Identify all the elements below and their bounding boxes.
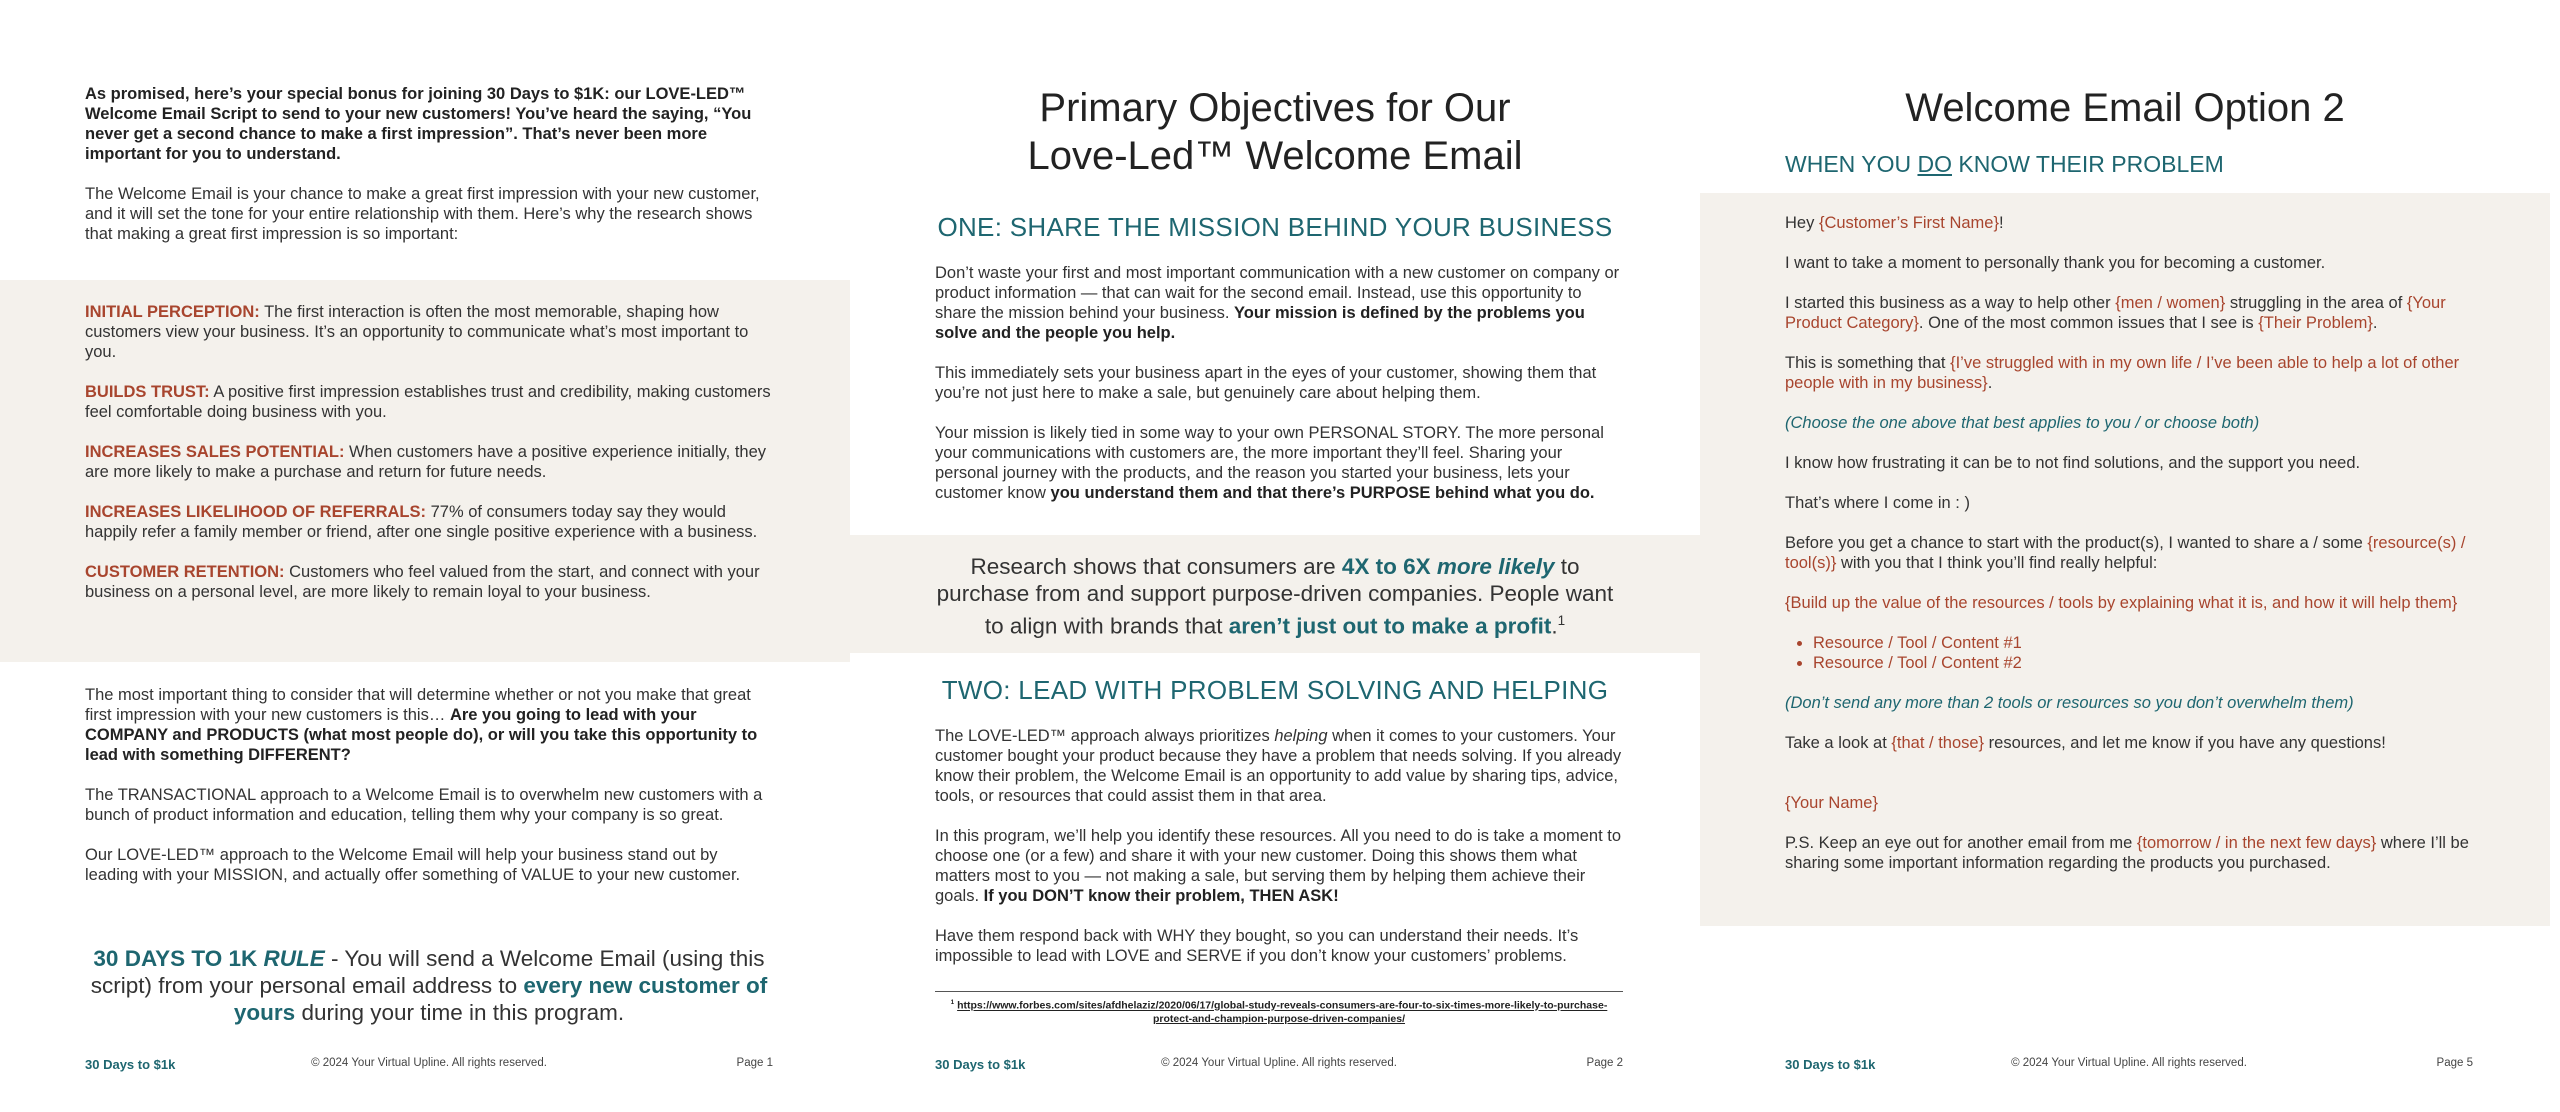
quote-period: .: [1551, 613, 1558, 639]
point-retention: [85, 562, 773, 602]
program-rule: [85, 945, 773, 1026]
mission-paragraph-2: This immediately sets your business apart in the eyes of your customer, showing them that you’re not just here to make a sale, but genuinely care about helping them.: [935, 364, 1597, 402]
email-text: resources, and let me know if you have any questions!: [1984, 734, 2386, 752]
mission-bold: Your mission is defined by the problems you solve and the people you help.: [935, 304, 1585, 342]
footnote-link[interactable]: https://www.forbes.com/sites/afdhelaziz/2020/06/17/global-study-reveals-consumers-are-four-to-six-times-more-likely-to-purchase-protect-and-champion-purpose-driven-companies/: [957, 999, 1608, 1025]
email-line-build-value: {Build up the value of the resources / tools by explaining what it is, and how it will help them}: [1785, 594, 2458, 612]
footer-page-number: Page 2: [1586, 1057, 1623, 1069]
point-heading: BUILDS TRUST:: [85, 383, 210, 401]
problem-paragraph-3: Have them respond back with WHY they bought, so you can understand their needs. It’s impossible to lead with LOVE and SERVE if you don’t know your customers’ problems.: [935, 927, 1579, 965]
mission-paragraph-1: [935, 263, 1623, 343]
email-text: struggling in the area of: [2225, 294, 2407, 312]
email-line-take-look: [1785, 733, 2473, 753]
problem-text: The LOVE-LED™ approach always prioritizes: [935, 727, 1275, 745]
page-footer: [1785, 1057, 2473, 1073]
mission-text: Don’t waste your first and most important communication with a new customer on company or product information — that can wait for the second email. Instead, use this opportunity to share the mission behind your business.: [935, 264, 1620, 322]
point-heading: CUSTOMER RETENTION:: [85, 563, 285, 581]
subtitle-text: KNOW THEIR PROBLEM: [1951, 151, 2224, 177]
email-line-frustration: I know how frustrating it can be to not find solutions, and the support you need.: [1785, 454, 2361, 472]
footer-copyright: © 2024 Your Virtual Upline. All rights reserved.: [2011, 1057, 2247, 1069]
footer-page-number: Page 1: [736, 1057, 773, 1069]
email-signature: {Your Name}: [1785, 794, 1878, 812]
problem-italic: helping: [1274, 727, 1328, 745]
placeholder: {that / those}: [1891, 734, 1985, 752]
impression-points: [85, 302, 773, 622]
point-initial-perception: [85, 302, 773, 362]
title-line-1: Primary Objectives for Our: [1039, 86, 1511, 130]
email-text: .: [2372, 314, 2378, 332]
problem-solving-section: [935, 726, 1623, 966]
point-heading: INITIAL PERCEPTION:: [85, 303, 260, 321]
email-greeting: [1785, 213, 2473, 233]
rule-emphasis: every new customer of yours: [233, 973, 768, 1025]
email-line-story: [1785, 293, 2473, 333]
point-builds-trust: [85, 382, 773, 422]
footer-page-number: Page 5: [2436, 1057, 2473, 1069]
approach-question-lead: The most important thing to consider that will determine whether or not you make that great first impression with your new customers is this…: [85, 686, 751, 724]
email-line-resources: [1785, 533, 2473, 573]
love-led-paragraph: Our LOVE-LED™ approach to the Welcome Email will help your business stand out by leading with your MISSION, and actually offer something of VALUE to your new customer.: [85, 846, 741, 884]
page-title: Welcome Email Option 2: [1905, 86, 2345, 130]
email-text: P.S. Keep an eye out for another email from me: [1785, 834, 2137, 852]
quote-text: to purchase from and support purpose-driven companies. People want to align with brands that: [936, 554, 1614, 639]
email-text: with you that I think you’ll find really helpful:: [1836, 554, 2158, 572]
email-line-struggle: [1785, 353, 2473, 393]
footnote: [935, 996, 1623, 1026]
email-text: Hey: [1785, 214, 1819, 232]
point-text: A positive first impression establishes trust and credibility, making customers feel comfortable doing business with you.: [85, 383, 771, 421]
rule-label: 30 DAYS TO 1K: [93, 946, 264, 971]
footnote-number: 1: [950, 999, 955, 1006]
email-line-thanks: I want to take a moment to personally thank you for becoming a customer.: [1785, 254, 2326, 272]
rule-text-end: during your time in this program.: [295, 1000, 625, 1025]
quote-emphasis: 4X to 6X: [1341, 554, 1437, 579]
title-line-2: Love-Led™ Welcome Email: [1027, 134, 1523, 178]
footer-copyright: © 2024 Your Virtual Upline. All rights reserved.: [311, 1057, 547, 1069]
point-text: 77% of consumers today say they would happily refer a family member or friend, after one single positive experience with a business.: [85, 503, 758, 541]
problem-text: In this program, we’ll help you identify these resources. All you need to do is take a moment to choose one (or a few) and share it with your new customer. Doing this shows them what matters most to you — not making a sale, but serving them by helping them achieve their goals.: [935, 827, 1622, 905]
point-text: Customers who feel valued from the start, and connect with your business on a personal level, are more likely to remain loyal to your business.: [85, 563, 760, 601]
page-2: [850, 0, 1700, 1112]
point-text: When customers have a positive experience initially, they are more likely to make a purchase and return for future needs.: [85, 443, 767, 481]
mission-bold: you understand them and that there’s PURPOSE behind what you do.: [1050, 484, 1595, 502]
footnote-marker: 1: [1557, 613, 1566, 628]
problem-paragraph-2: [935, 826, 1623, 906]
email-text: !: [1998, 214, 2004, 232]
email-text: Take a look at: [1785, 734, 1892, 752]
subtitle-text: WHEN YOU: [1785, 151, 1918, 177]
problem-paragraph-1: [935, 726, 1623, 806]
email-script: [1785, 213, 2473, 893]
intro-bold-paragraph: As promised, here’s your special bonus for joining 30 Days to $1K: our LOVE-LED™ Welcome Email Script to send to your new customers! You’ve heard the saying, “You never get a second chance to make a first impression”. That’s never been more important for you to understand.: [85, 85, 752, 163]
page-1: [0, 0, 850, 1112]
research-quote: [930, 553, 1620, 640]
approach-question-paragraph: [85, 685, 773, 765]
subtitle-underlined: DO: [1917, 151, 1952, 177]
mission-text: Your mission is likely tied in some way to your own PERSONAL STORY. The more personal your communications with customers are, the more important they’ll feel. Sharing your personal journey with the products, and the reason you started your business, lets your customer know: [935, 424, 1604, 502]
email-text: . One of the most common issues that I see is: [1918, 314, 2259, 332]
email-line-come-in: That’s where I come in : ): [1785, 494, 1970, 512]
footer-copyright: © 2024 Your Virtual Upline. All rights reserved.: [1161, 1057, 1397, 1069]
approach-question-bold: Are you going to lead with your COMPANY and PRODUCTS (what most people do), or will you take this opportunity to lead with something DIFFERENT?: [85, 706, 758, 764]
quote-emphasis-italic: more likely: [1436, 554, 1555, 579]
footer-brand: 30 Days to $1k: [1785, 1057, 1876, 1072]
placeholder: {resource(s) / tool(s)}: [1785, 534, 2466, 572]
point-sales-potential: [85, 442, 773, 482]
placeholder: {Their Problem}: [2258, 314, 2373, 332]
problem-text: when it comes to your customers. Your customer bought your product because they have a problem that needs solving. If you already know their problem, the Welcome Email is an opportunity to add value by sharing tips, advice, tools, or resources that could assist them in that area.: [935, 727, 1622, 805]
placeholder: {tomorrow / in the next few days}: [2136, 834, 2377, 852]
email-text: Before you get a chance to start with the product(s), I wanted to share a / some: [1785, 534, 2368, 552]
email-ps: [1785, 833, 2473, 873]
point-heading: INCREASES LIKELIHOOD OF REFERRALS:: [85, 503, 427, 521]
rule-text: - You will send a Welcome Email (using this script) from your personal email address to: [90, 946, 765, 998]
placeholder: {Customer’s First Name}: [1818, 214, 1999, 232]
transactional-paragraph: The TRANSACTIONAL approach to a Welcome Email is to overwhelm new customers with a bunch of product information and education, telling them why your company is so great.: [85, 786, 763, 824]
footer-brand: 30 Days to $1k: [935, 1057, 1026, 1072]
rule-label-italic: RULE: [263, 946, 325, 971]
email-note-choose: (Choose the one above that best applies to you / or choose both): [1785, 414, 2260, 432]
email-text: This is something that: [1785, 354, 1951, 372]
quote-text: Research shows that consumers are: [970, 554, 1342, 579]
quote-emphasis: aren’t just out to make a profit: [1228, 613, 1552, 639]
footer-brand: 30 Days to $1k: [85, 1057, 176, 1072]
page-title: [910, 84, 1640, 180]
mission-paragraph-3: [935, 423, 1623, 503]
footnote-divider: [935, 991, 1623, 992]
mission-section: [935, 263, 1623, 503]
intro-section: [85, 84, 773, 244]
page-footer: [935, 1057, 1623, 1073]
section-heading-mission: ONE: SHARE THE MISSION BEHIND YOUR BUSINESS: [937, 212, 1613, 242]
email-text: .: [1987, 374, 1993, 392]
point-heading: INCREASES SALES POTENTIAL:: [85, 443, 345, 461]
point-referrals: [85, 502, 773, 542]
list-item: • Resource / Tool / Content #2: [1813, 653, 2473, 673]
point-text: The first interaction is often the most memorable, shaping how customers view your business. It’s an opportunity to communicate what’s most important to you.: [85, 303, 749, 361]
intro-paragraph: The Welcome Email is your chance to make a great first impression with your new customer, and it will set the tone for your entire relationship with them. Here’s why the research shows that making a great first impression is so important:: [85, 185, 760, 243]
page-5: [1700, 0, 2550, 1112]
resource-list: [1785, 633, 2473, 673]
email-text: where I’ll be sharing some important information regarding the products you purchased.: [1785, 834, 2469, 872]
approach-section: [85, 685, 773, 885]
page-footer: [85, 1057, 773, 1073]
problem-bold: If you DON’T know their problem, THEN ASK!: [983, 887, 1339, 905]
email-note-limit: (Don’t send any more than 2 tools or resources so you don’t overwhelm them): [1785, 694, 2354, 712]
placeholder: {Your Product Category}: [1785, 294, 2446, 332]
placeholder: {I’ve struggled with in my own life / I’ve been able to help a lot of other people with in my business}: [1785, 354, 2460, 392]
email-text: I started this business as a way to help other: [1785, 294, 2116, 312]
section-heading-problem-solving: TWO: LEAD WITH PROBLEM SOLVING AND HELPING: [941, 675, 1609, 705]
page-subtitle: [1785, 150, 2224, 178]
list-item: • Resource / Tool / Content #1: [1813, 633, 2473, 653]
placeholder: {men / women}: [2115, 294, 2226, 312]
